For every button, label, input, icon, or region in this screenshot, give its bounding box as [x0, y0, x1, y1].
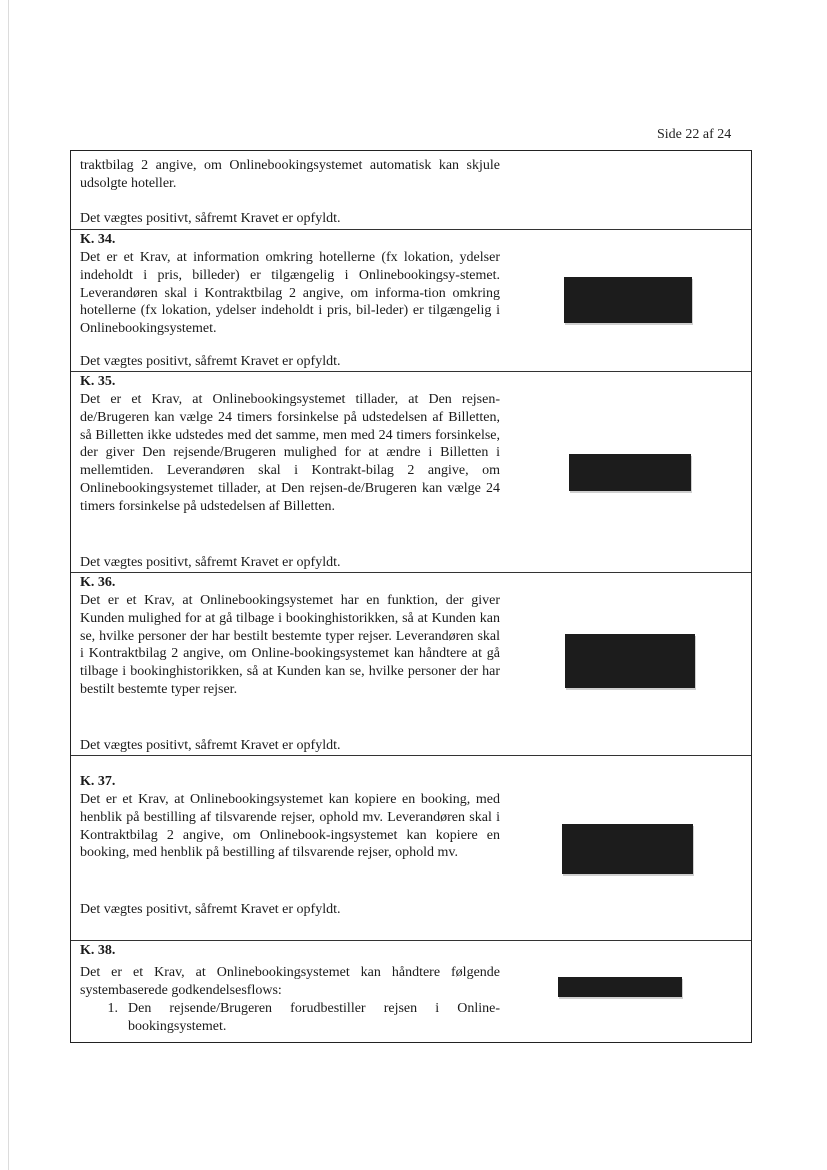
- requirement-row-k38: [71, 940, 751, 1043]
- requirement-row-k35: [71, 371, 751, 573]
- redaction-box: [565, 634, 695, 688]
- requirement-id: K. 38.: [80, 943, 116, 958]
- list-number: 1.: [107, 1001, 118, 1016]
- redaction-box: [558, 977, 682, 997]
- requirement-text: Det er et Krav, at Onlinebookingsystemet kan håndtere følgende systembaserede godkendelsesflows:: [80, 965, 500, 998]
- requirement-row-k34: [71, 229, 751, 372]
- redaction-box: [569, 454, 691, 491]
- positive-statement: Det vægtes positivt, såfremt Kravet er opfyldt.: [80, 555, 341, 570]
- list-text: Den rejsende/Brugeren forudbestiller rejsen i Online-bookingsystemet.: [128, 1001, 500, 1034]
- requirements-table: [70, 150, 752, 1043]
- positive-statement: Det vægtes positivt, såfremt Kravet er opfyldt.: [80, 738, 341, 753]
- positive-statement: Det vægtes positivt, såfremt Kravet er opfyldt.: [80, 902, 341, 917]
- requirement-id: K. 36.: [80, 575, 116, 590]
- requirement-id: K. 34.: [80, 232, 116, 247]
- requirement-text: Det er et Krav, at Onlinebookingsystemet har en funktion, der giver Kunden mulighed for at gå tilbage i bookinghistorikken, så at Kunden kan se, hvilke personer der har bestilt bestemte typer rejser. Leverandøren skal i Kontraktbilag 2 angive, om Online-bookingsystemet kan håndtere at gå tilbage i bookinghistorikken, så at Kunden kan se, hvilke personer der har bestilt bestemte typer rejser.: [80, 593, 500, 697]
- requirement-row-k37: [71, 755, 751, 941]
- positive-statement: Det vægtes positivt, såfremt Kravet er opfyldt.: [80, 211, 341, 226]
- continuation-row: [71, 151, 751, 229]
- list-item: [80, 1000, 500, 1036]
- scan-edge-line: [8, 0, 9, 1170]
- requirement-id: K. 35.: [80, 374, 116, 389]
- page-number: Side 22 af 24: [657, 127, 732, 142]
- continuation-text: traktbilag 2 angive, om Onlinebookingsystemet automatisk kan skjule udsolgte hoteller.: [80, 158, 500, 191]
- requirement-text: Det er et Krav, at information omkring hotellerne (fx lokation, ydelser indeholdt i pris, billeder) er tilgængelig i Onlinebookingsy-stemet. Leverandøren skal i Kontraktbilag 2 angive, om informa-tion omkring hotellerne (fx lokation, ydelser indeholdt i pris, bil-leder) er tilgængelig i Onlinebookingsystemet.: [80, 250, 500, 337]
- requirement-row-k36: [71, 572, 751, 756]
- requirement-text: Det er et Krav, at Onlinebookingsystemet tillader, at Den rejsen-de/Brugeren kan vælge 24 timers forsinkelse på udstedelsen af Billetten, så Billetten ikke udstedes med det samme, men med 24 timers forsinkelse, der giver Den rejsende/Brugeren mulighed for at ændre i Billetten i mellemtiden. Leverandøren skal i Kontrakt-bilag 2 angive, om Onlinebookingsystemet tillader, at Den rejsen-de/Brugeren kan vælge 24 timers forsinkelse på udstedelsen af Billetten.: [80, 392, 500, 514]
- positive-statement: Det vægtes positivt, såfremt Kravet er opfyldt.: [80, 354, 341, 369]
- requirement-text: Det er et Krav, at Onlinebookingsystemet kan kopiere en booking, med henblik på bestilling af tilsvarende rejser, ophold mv. Leverandøren skal i Kontraktbilag 2 angive, om Onlinebook-ingsystemet kan kopiere en booking, med henblik på bestilling af tilsvarende rejser, ophold mv.: [80, 792, 500, 861]
- redaction-box: [564, 277, 692, 323]
- requirement-id: K. 37.: [80, 774, 116, 789]
- redaction-box: [562, 824, 693, 874]
